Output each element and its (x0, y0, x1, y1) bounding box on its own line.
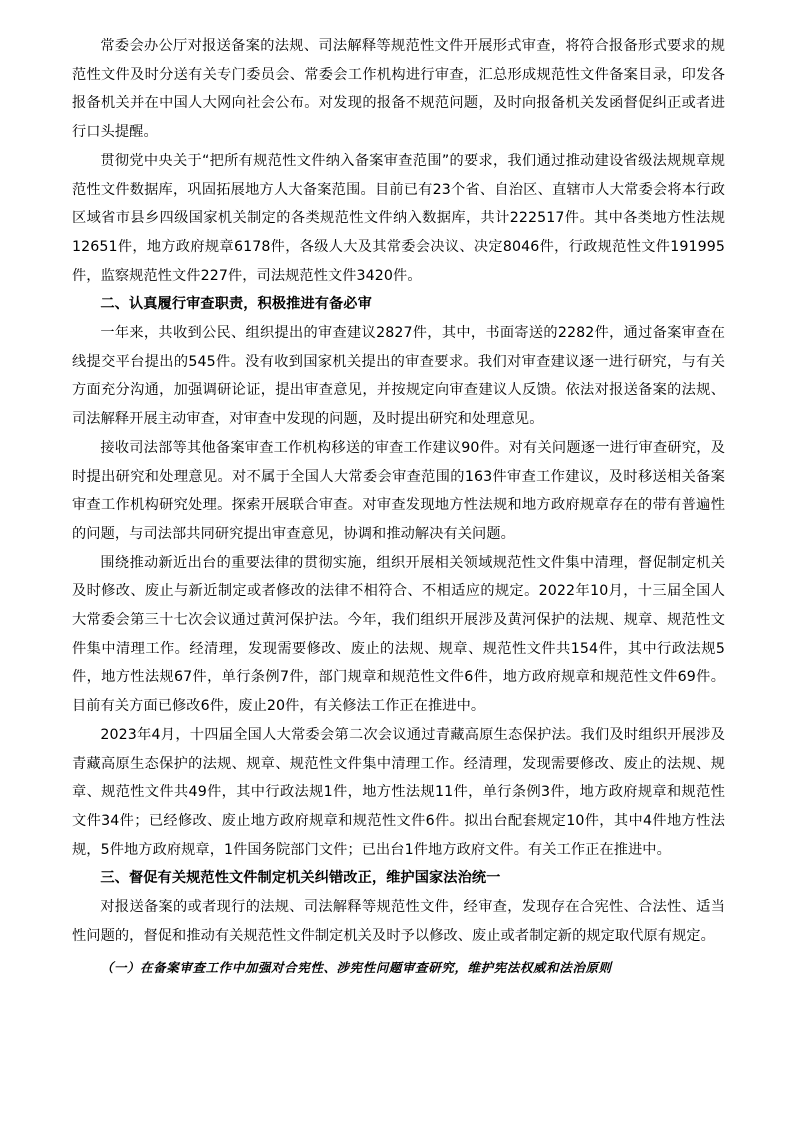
section-heading-2: 二、认真履行审查职责，积极推进有备必审 (100, 296, 372, 313)
paragraph-filing-review: 常委会办公厅对报送备案的法规、司法解释等规范性文件开展形式审查，将符合报备形式要求的规范性文件及时分送有关专门委员会、常委会工作机构进行审查，汇总形成规范性文件备案目录，印发各报备机关并在中国人大网向社会公布。对发现的报备不规范问题，及时向报备机关发函督促纠正或者进行口头提醒。 (72, 38, 725, 141)
subsection-heading-1: （一）在备案审查工作中加强对合宪性、涉宪性问题审查研究，维护宪法权威和法治原则 (100, 959, 612, 975)
paragraph-correction: 对报送备案的或者现行的法规、司法解释等规范性文件，经审查，发现存在合宪性、合法性、适当性问题的，督促和推动有关规范性文件制定机关及时予以修改、废止或者制定新的规定取代原有规定。 (72, 899, 725, 944)
paragraph-qinghai-tibet-cleanup: 2023年4月，十四届全国人大常委会第二次会议通过青藏高原生态保护法。我们及时组织开展涉及青藏高原生态保护的法规、规章、规范性文件集中清理工作。经清理，发现需要修改、废止的法规、规章、规范性文件共49件，其中行政法规1件，地方性法规11件，单行条例3件，地方政府规章和规范性文件34件；已经修改、废止地方政府规章和规范性文件6件。拟出台配套规定10件，其中4件地方性法规，5件地方政府规章，1件国务院部门文件；已出台1件地方政府文件。有关工作正在推进中。 (72, 726, 725, 858)
paragraph-database: 贯彻党中央关于“把所有规范性文件纳入备案审查范围”的要求，我们通过推动建设省级法规规章规范性文件数据库，巩固拓展地方人大备案范围。目前已有23个省、自治区、直辖市人大常委会将本行政区域省市县乡四级国家机关制定的各类规范性文件纳入数据库，共计222517件。其中各类地方性法规12651件，地方政府规章6178件，各级人大及其常委会决议、决定8046件，行政规范性文件191995件，监察规范性文件227件，司法规范性文件3420件。 (72, 152, 725, 284)
paragraph-yellow-river-cleanup: 围绕推动新近出台的重要法律的贯彻实施，组织开展相关领域规范性文件集中清理，督促制定机关及时修改、废止与新近制定或者修改的法律不相符合、不相适应的规定。2022年10月，十三届全国人大常委会第三十七次会议通过黄河保护法。今年，我们组织开展涉及黄河保护的法规、规章、规范性文件集中清理工作。经清理，发现需要修改、废止的法规、规章、规范性文件共154件，其中行政法规5件，地方性法规67件，单行条例7件，部门规章和规范性文件6件，地方政府规章和规范性文件69件。目前有关方面已修改6件，废止20件，有关修法工作正在推进中。 (72, 554, 725, 715)
paragraph-transferred-suggestions: 接收司法部等其他备案审查工作机构移送的审查工作建议90件。对有关问题逐一进行审查研究，及时提出研究和处理意见。对不属于全国人大常委会审查范围的163件审查工作建议，及时移送相关备案审查工作机构研究处理。探索开展联合审查。对审查发现地方性法规和地方政府规章存在的带有普遍性的问题，与司法部共同研究提出审查意见，协调和推动解决有关问题。 (72, 439, 725, 542)
section-heading-3: 三、督促有关规范性文件制定机关纠错改正，维护国家法治统一 (100, 870, 501, 887)
paragraph-review-suggestions: 一年来，共收到公民、组织提出的审查建议2827件，其中，书面寄送的2282件，通过备案审查在线提交平台提出的545件。没有收到国家机关提出的审查要求。我们对审查建议逐一进行研究，与有关方面充分沟通，加强调研论证，提出审查意见，并按规定向审查建议人反馈。依法对报送备案的法规、司法解释开展主动审查，对审查中发现的问题，及时提出研究和处理意见。 (72, 325, 725, 428)
